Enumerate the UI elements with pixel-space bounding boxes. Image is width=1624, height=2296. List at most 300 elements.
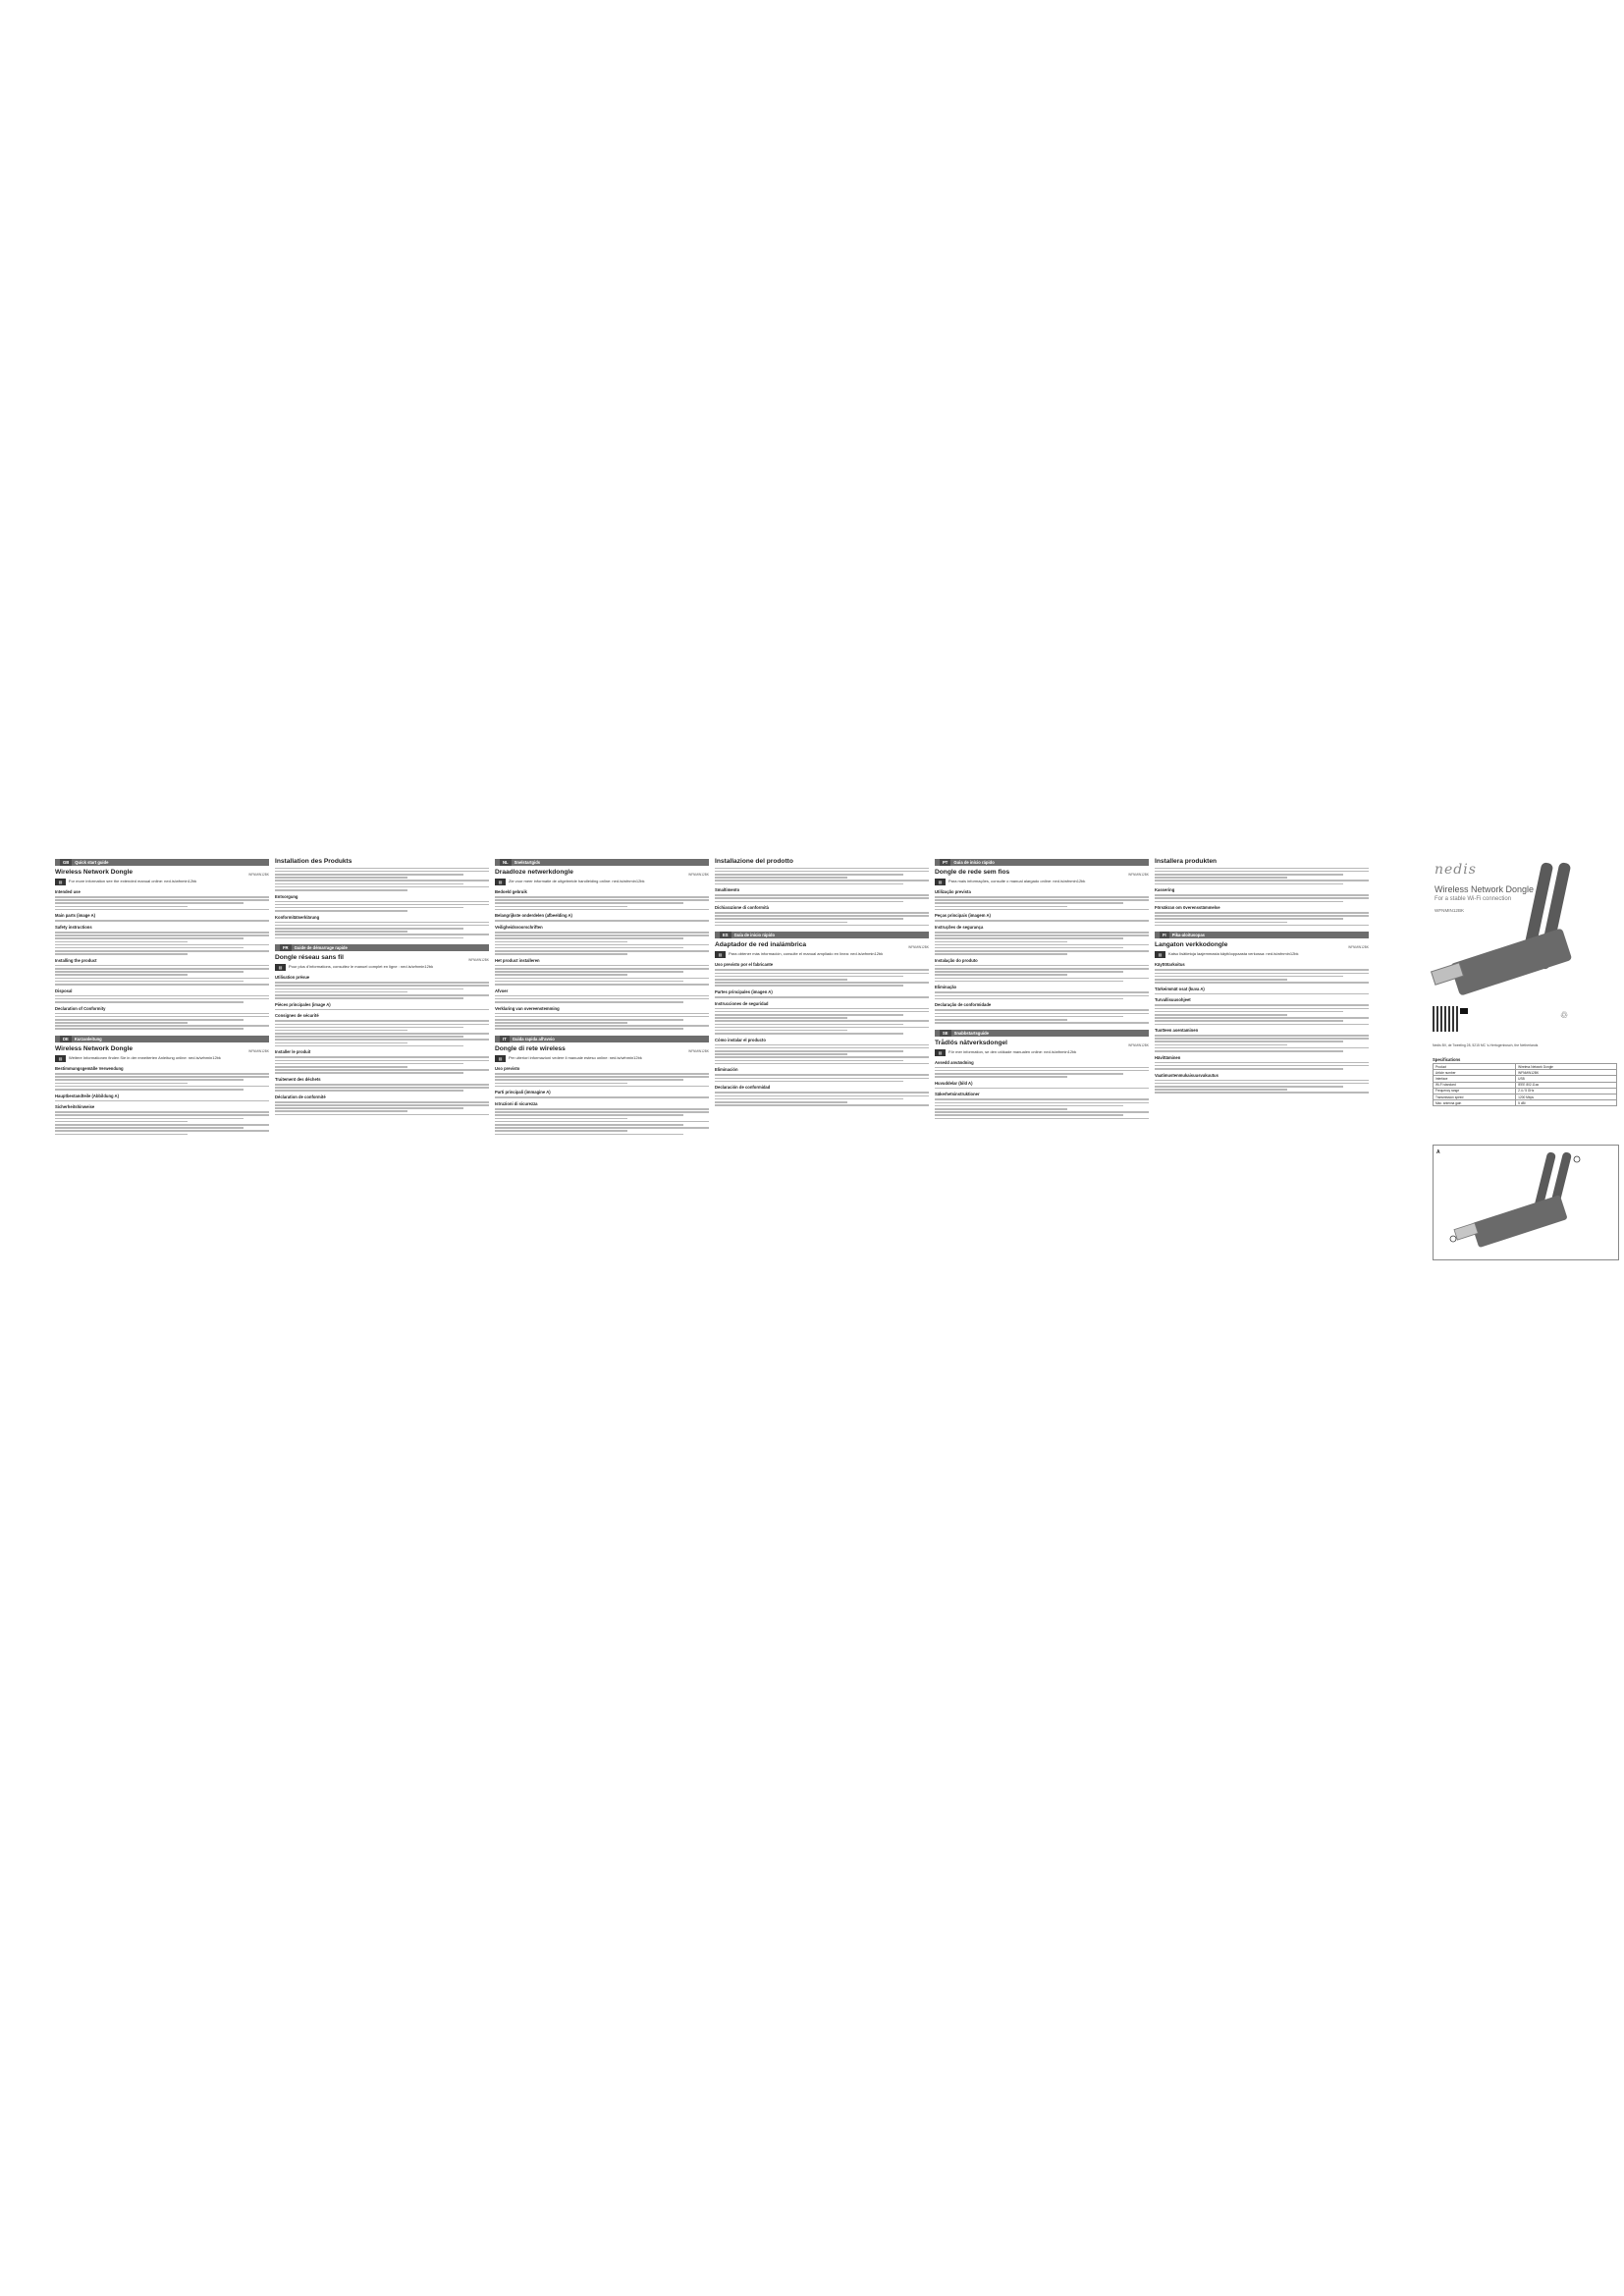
section-title — [935, 1040, 1149, 1047]
text-line — [55, 1086, 269, 1088]
text-line — [1155, 1050, 1343, 1052]
spec-label: Interface — [1434, 1076, 1516, 1082]
body-text-lines — [1155, 1004, 1369, 1025]
text-line — [715, 901, 903, 903]
text-line — [1155, 1035, 1369, 1037]
body-text-lines — [715, 996, 929, 998]
text-line — [55, 1025, 269, 1027]
manual-section — [495, 1036, 709, 1135]
block-heading: Hauptbestandteile (Abbildung A) — [55, 1093, 119, 1098]
text-line — [55, 1100, 269, 1102]
text-line — [55, 984, 269, 986]
text-line — [275, 937, 463, 939]
manual-note — [935, 1049, 1149, 1056]
block-heading: Declaración de conformidad — [715, 1085, 771, 1091]
block-heading: Cómo instalar el producto — [715, 1037, 766, 1042]
language-name: Guía de inicio rápido — [733, 933, 776, 938]
specifications-table — [1433, 1063, 1617, 1106]
section-title-text: Dongle réseau sans fil — [275, 954, 344, 962]
block-heading: Declaration of Conformity — [55, 1005, 106, 1011]
text-line — [495, 1073, 709, 1075]
book-icon: ▤ — [55, 1055, 66, 1062]
text-line — [715, 897, 929, 899]
text-line — [495, 1016, 709, 1018]
spec-label: Max. antenna gain — [1434, 1100, 1516, 1106]
text-line — [715, 918, 903, 920]
spec-label: Article number — [1434, 1070, 1516, 1076]
text-line — [55, 950, 269, 952]
language-name: Snelstartgids — [514, 860, 541, 865]
text-line — [275, 901, 489, 903]
text-line — [1155, 1041, 1343, 1042]
spec-label: Wi-Fi standard — [1434, 1082, 1516, 1088]
note-text: For more information see the extended manual online: ned.is/wfnmin12bk — [69, 879, 197, 883]
text-line — [275, 1069, 489, 1071]
body-text-lines — [275, 1009, 489, 1011]
text-line — [935, 947, 1123, 949]
manual-note — [935, 879, 1149, 885]
body-text-lines — [715, 868, 929, 885]
text-line — [715, 1011, 929, 1013]
text-line — [1155, 1020, 1343, 1022]
block-heading: Installing the product — [55, 957, 97, 963]
section-title — [715, 858, 929, 866]
text-line — [1155, 1024, 1369, 1026]
block-heading: Safety instructions — [55, 924, 92, 930]
text-line — [1155, 982, 1369, 984]
manual-note — [495, 1055, 709, 1062]
text-line — [935, 1013, 1149, 1015]
manual-section — [495, 859, 709, 1030]
text-line — [1155, 1047, 1369, 1049]
language-bar — [495, 859, 709, 866]
text-line — [275, 1090, 463, 1092]
text-line — [715, 1033, 903, 1035]
text-line — [715, 1008, 929, 1010]
block-heading: Kassering — [1155, 887, 1175, 893]
text-line — [55, 1111, 269, 1113]
text-line — [495, 974, 627, 976]
language-code: PT — [940, 859, 950, 866]
text-line — [715, 1047, 929, 1049]
text-line — [935, 1009, 1149, 1011]
text-line — [275, 991, 407, 993]
section-title-text: Installation des Produkts — [275, 858, 352, 865]
spec-value: 2.4 / 5 GHz — [1516, 1088, 1617, 1094]
text-line — [55, 1130, 269, 1132]
body-text-lines — [1155, 969, 1369, 983]
body-text-lines — [715, 1008, 929, 1035]
text-line — [715, 1020, 929, 1022]
body-text-lines — [55, 965, 269, 986]
block-heading: Het product installeren — [495, 957, 540, 963]
section-title-text: Wireless Network Dongle — [55, 869, 134, 876]
text-line — [275, 880, 489, 881]
language-code: DE — [60, 1036, 72, 1042]
text-line — [1155, 918, 1343, 920]
text-line — [495, 1124, 683, 1126]
text-line — [935, 1019, 1067, 1021]
text-line — [935, 934, 1149, 936]
book-icon: ▤ — [275, 964, 286, 971]
text-line — [1155, 1004, 1369, 1006]
text-line — [55, 1022, 188, 1024]
text-line — [935, 932, 1149, 934]
body-text-lines — [55, 920, 269, 922]
dongle-illustration — [1413, 857, 1609, 1004]
column-4 — [715, 857, 929, 1441]
text-line — [495, 984, 709, 986]
text-line — [935, 968, 1149, 970]
text-line — [495, 978, 709, 980]
body-text-lines — [275, 1084, 489, 1092]
text-line — [55, 1118, 244, 1120]
text-line — [495, 1134, 683, 1136]
text-line — [1155, 993, 1369, 995]
text-line — [1155, 880, 1369, 881]
text-line — [935, 950, 1149, 952]
text-line — [715, 1014, 903, 1016]
text-line — [935, 978, 1149, 980]
text-line — [1155, 1014, 1287, 1016]
text-line — [275, 1087, 489, 1089]
recycle-icon: ♲ — [1560, 1010, 1569, 1020]
body-text-lines — [495, 932, 709, 955]
text-line — [55, 941, 188, 943]
body-text-lines — [935, 896, 1149, 910]
text-line — [715, 922, 847, 924]
text-line — [715, 871, 929, 873]
body-text-lines — [1155, 1062, 1369, 1070]
text-line — [935, 1098, 1149, 1100]
body-text-lines — [715, 969, 929, 987]
spec-label: Transmission speed — [1434, 1094, 1516, 1099]
body-text-lines — [715, 894, 929, 902]
note-text: Weitere Informationen finden Sie in der erweiterten Anleitung online: ned.is/wfnmin12bk — [69, 1055, 221, 1061]
language-code: SE — [940, 1030, 951, 1037]
figure-label: A — [1436, 1149, 1440, 1155]
text-line — [715, 976, 903, 978]
text-line — [495, 950, 709, 952]
book-icon: ▤ — [495, 1055, 506, 1062]
text-line — [55, 1079, 244, 1081]
text-line — [55, 965, 269, 967]
text-line — [495, 1118, 627, 1120]
text-line — [275, 1084, 489, 1086]
text-line — [495, 1079, 683, 1081]
text-line — [275, 1066, 407, 1068]
text-line — [495, 965, 709, 967]
language-bar — [1155, 932, 1369, 938]
text-line — [275, 1056, 489, 1058]
block-heading: Belangrijkste onderdelen (afbeelding A) — [495, 913, 572, 919]
body-text-lines — [275, 901, 489, 912]
body-text-lines — [935, 991, 1149, 999]
manual-section — [275, 858, 489, 938]
text-line — [935, 1070, 1149, 1072]
block-heading: Utilisation prévue — [275, 975, 310, 981]
text-line — [55, 1013, 269, 1015]
block-heading: Eliminação — [935, 985, 957, 990]
block-heading: Instruções de segurança — [935, 924, 984, 930]
manual-note — [495, 879, 709, 885]
block-heading: Peças principais (imagem A) — [935, 913, 991, 919]
article-code: WFNMIN12BK — [688, 873, 709, 877]
section-title-text: Draadloze netwerkdongle — [495, 869, 573, 876]
text-line — [275, 922, 489, 924]
text-line — [935, 953, 1067, 955]
section-title-text: Adaptador de red inalámbrica — [715, 941, 807, 949]
text-line — [1155, 1011, 1343, 1013]
text-line — [275, 1036, 463, 1038]
text-line — [495, 902, 683, 904]
body-text-lines — [1155, 1080, 1369, 1094]
text-line — [495, 944, 709, 946]
body-text-lines — [55, 1013, 269, 1031]
block-heading: Traitement des déchets — [275, 1076, 321, 1082]
text-line — [495, 909, 709, 911]
body-text-lines — [495, 896, 709, 910]
section-title-text: Dongle di rete wireless — [495, 1045, 566, 1053]
spec-label: Frequency range — [1434, 1088, 1516, 1094]
block-heading: Intended use — [55, 889, 81, 894]
text-line — [935, 1076, 1067, 1078]
body-text-lines — [715, 912, 929, 926]
language-bar — [55, 859, 269, 866]
body-text-lines — [495, 1073, 709, 1087]
text-line — [715, 982, 929, 984]
body-text-lines — [1155, 1035, 1369, 1052]
text-line — [715, 1092, 929, 1094]
text-line — [1155, 1083, 1369, 1085]
manual-section — [935, 859, 1149, 1024]
block-heading: Instrucciones de seguridad — [715, 1000, 769, 1006]
text-line — [1155, 1089, 1287, 1091]
text-line — [495, 906, 627, 908]
section-title — [715, 941, 929, 949]
article-code: WFNMIN12BK — [688, 1049, 709, 1054]
text-line — [715, 894, 929, 896]
block-heading: Istruzioni di sicurezza — [495, 1101, 538, 1106]
text-line — [715, 996, 929, 998]
text-line — [55, 1121, 188, 1123]
body-text-lines — [495, 995, 709, 1003]
text-line — [55, 920, 269, 922]
block-heading: Avsedd användning — [935, 1059, 974, 1065]
block-heading: Konformitätserklärung — [275, 914, 320, 920]
text-line — [715, 925, 929, 927]
language-bar — [935, 1030, 1149, 1037]
text-line — [275, 868, 489, 870]
qr-code — [1433, 1006, 1458, 1032]
section-title-text: Installera produkten — [1155, 858, 1218, 865]
body-text-lines — [55, 1073, 269, 1091]
text-line — [55, 978, 269, 980]
text-line — [935, 909, 1149, 911]
text-line — [495, 899, 709, 901]
text-line — [55, 902, 244, 904]
block-heading: Veiligheidsvoorschriften — [495, 924, 543, 930]
book-icon: ▤ — [495, 879, 506, 885]
text-line — [495, 1076, 709, 1078]
text-line — [935, 1067, 1149, 1069]
text-line — [715, 985, 903, 987]
block-heading: Tärkeimmät osat (kuva A) — [1155, 986, 1205, 991]
text-line — [935, 981, 1123, 983]
text-line — [935, 1016, 1123, 1018]
text-line — [1155, 883, 1343, 885]
text-line — [715, 979, 847, 981]
text-line — [275, 871, 489, 873]
section-title-text: Trådlös nätverksdongel — [935, 1039, 1008, 1046]
text-line — [715, 877, 847, 879]
body-text-lines — [275, 922, 489, 939]
body-text-lines — [495, 1013, 709, 1031]
text-line — [1155, 894, 1369, 896]
body-text-lines — [1155, 894, 1369, 902]
text-line — [715, 1056, 929, 1058]
text-line — [1155, 868, 1369, 870]
body-text-lines — [275, 1101, 489, 1115]
note-text: Zie voor meer informatie de uitgebreide handleiding online: ned.is/wfnmin12bk — [509, 879, 645, 883]
section-title — [495, 869, 709, 877]
body-text-lines — [935, 920, 1149, 922]
block-heading: Consignes de sécurité — [275, 1013, 319, 1019]
text-line — [1155, 912, 1369, 914]
block-heading: Instalação do produto — [935, 957, 978, 963]
column-3 — [495, 857, 709, 1441]
body-text-lines — [275, 1020, 489, 1046]
article-code: WFNMIN12BK — [248, 873, 269, 877]
text-line — [55, 899, 269, 901]
cover-model: WFNMIN12BK — [1435, 908, 1465, 913]
language-name: Guia de início rápido — [953, 860, 995, 865]
text-line — [55, 1019, 244, 1021]
language-code: GB — [60, 859, 72, 866]
text-line — [935, 1022, 1149, 1024]
text-line — [275, 988, 463, 990]
text-line — [1155, 979, 1287, 981]
text-line — [715, 1074, 929, 1076]
note-text: Para mais informações, consulte o manual alargado online: ned.is/wfnmin12bk — [948, 879, 1086, 883]
section-title-text: Langaton verkkodongle — [1155, 941, 1228, 949]
text-line — [715, 880, 929, 881]
text-line — [715, 868, 929, 870]
text-line — [275, 1030, 407, 1032]
block-heading: Utilização prevista — [935, 889, 971, 894]
brand-logo: nedis — [1435, 862, 1477, 878]
text-line — [55, 1124, 269, 1126]
text-line — [275, 1027, 463, 1029]
section-title-text: Wireless Network Dongle — [55, 1045, 134, 1053]
block-heading: Déclaration de conformité — [275, 1094, 326, 1099]
article-code: WFNMIN12BK — [248, 1049, 269, 1054]
section-title-text: Dongle de rede sem fios — [935, 869, 1010, 876]
text-line — [275, 1114, 489, 1116]
language-name: Quick start guide — [75, 860, 109, 865]
text-line — [1155, 897, 1369, 899]
language-bar — [55, 1036, 269, 1042]
text-line — [715, 1081, 903, 1083]
note-text: För mer information, se den utökade manualen online: ned.is/wfnmin12bk — [948, 1048, 1077, 1054]
note-text: Pour plus d'informations, consultez le manuel complet en ligne : ned.is/wfnmin12bk — [289, 964, 434, 970]
body-text-lines — [715, 1074, 929, 1082]
text-line — [275, 997, 463, 999]
text-line — [55, 1127, 244, 1129]
text-line — [715, 1050, 903, 1052]
manual-note — [715, 951, 929, 958]
text-line — [715, 1101, 847, 1103]
text-line — [715, 1063, 929, 1065]
body-text-lines — [275, 868, 489, 891]
text-line — [275, 907, 463, 909]
manual-section — [715, 932, 929, 1105]
text-line — [55, 1089, 244, 1091]
text-line — [275, 928, 463, 930]
body-text-lines — [1155, 868, 1369, 885]
text-line — [495, 947, 683, 949]
article-code: WFNMIN12BK — [1128, 873, 1149, 877]
text-line — [275, 1060, 489, 1062]
text-line — [935, 896, 1149, 898]
text-line — [1155, 1017, 1369, 1019]
text-line — [495, 1013, 709, 1015]
book-icon: ▤ — [1155, 951, 1165, 958]
block-heading: Säkerhetsinstruktioner — [935, 1092, 980, 1097]
text-line — [935, 1114, 1123, 1116]
block-heading: Disposal — [55, 988, 73, 993]
note-text: Para obtener más información, consulte el manual ampliado en línea: ned.is/wfnmin12bk — [729, 951, 884, 957]
body-text-lines — [935, 1098, 1149, 1119]
language-bar — [715, 932, 929, 938]
column-2 — [275, 857, 489, 1441]
section-title — [1155, 858, 1369, 866]
block-heading: Verklaring van overeenstemming — [495, 1005, 560, 1011]
spec-row — [1434, 1100, 1617, 1106]
text-line — [495, 941, 627, 943]
text-line — [275, 931, 407, 933]
block-heading: Pièces principales (image A) — [275, 1001, 331, 1007]
text-line — [55, 974, 188, 976]
text-line — [55, 1028, 244, 1030]
text-line — [935, 906, 1067, 908]
body-text-lines — [495, 1108, 709, 1135]
text-line — [55, 932, 269, 934]
text-line — [55, 909, 269, 911]
text-line — [495, 1096, 709, 1098]
text-line — [495, 1001, 683, 1003]
language-name: Kurzanleitung — [74, 1037, 102, 1042]
text-line — [495, 1083, 627, 1085]
language-bar — [935, 859, 1149, 866]
text-line — [55, 947, 244, 949]
body-text-lines — [935, 1088, 1149, 1090]
section-title — [55, 1045, 269, 1053]
dongle-figure — [1434, 1146, 1618, 1259]
book-icon: ▤ — [55, 879, 66, 885]
book-icon: ▤ — [935, 1049, 946, 1056]
text-line — [495, 998, 709, 1000]
cover-panel — [1374, 857, 1617, 1441]
spec-value: Wireless Network Dongle — [1516, 1064, 1617, 1070]
section-title — [55, 869, 269, 877]
text-line — [55, 971, 244, 973]
text-line — [715, 1027, 929, 1029]
text-line — [935, 991, 1149, 993]
text-line — [1155, 1065, 1369, 1067]
text-line — [1155, 925, 1369, 927]
column-5 — [935, 857, 1149, 1441]
